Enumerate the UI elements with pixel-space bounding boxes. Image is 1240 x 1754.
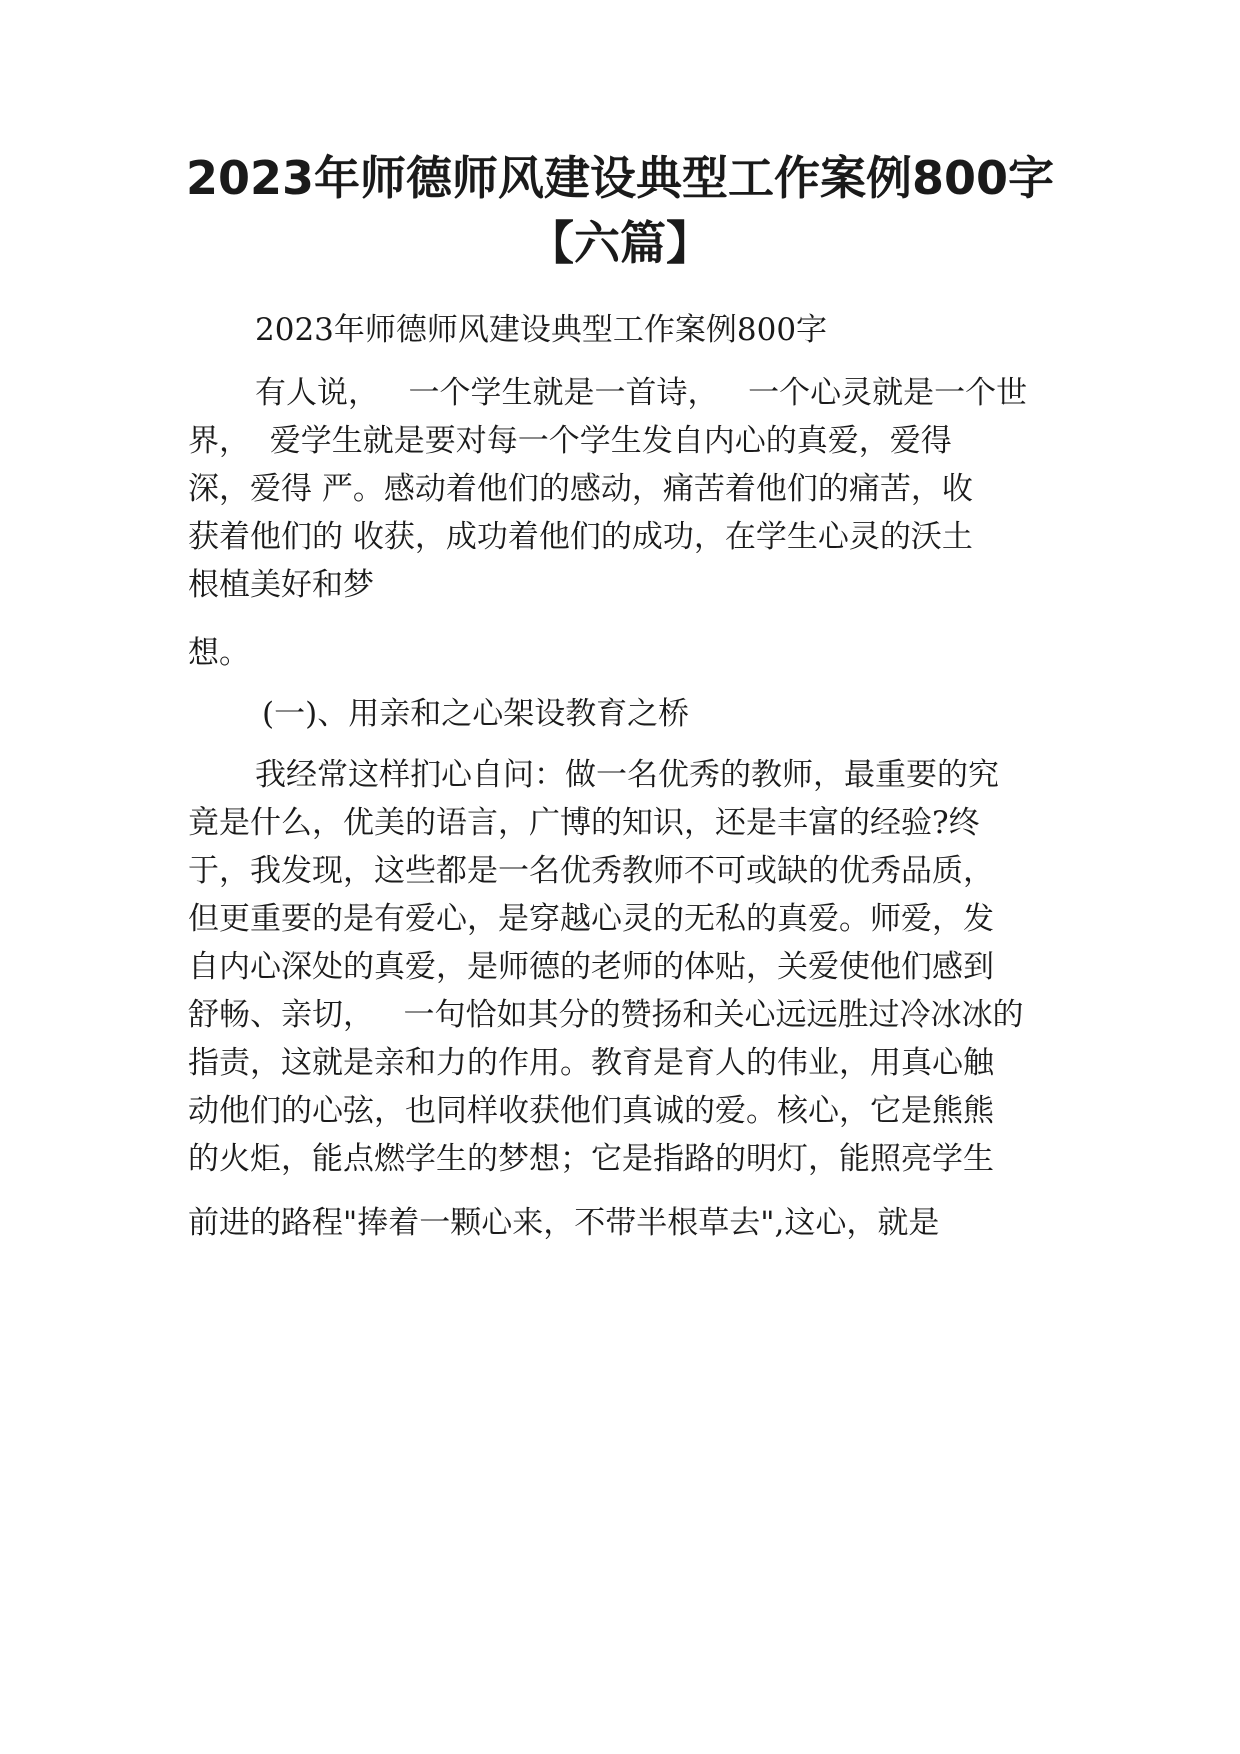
paragraph-1-line: 根植美好和梦 xyxy=(188,567,374,603)
paragraph-1-line: 获着他们的 收获，成功着他们的成功，在学生心灵的沃土 xyxy=(188,519,973,555)
paragraph-2-line: 指责，这就是亲和力的作用。教育是育人的伟业，用真心触 xyxy=(188,1045,994,1081)
paragraph-1-line: 界， 爱学生就是要对每一个学生发自内心的真爱，爱得 xyxy=(188,423,952,459)
paragraph-2-line: 前进的路程"捧着一颗心来，不带半根草去",这心，就是 xyxy=(188,1205,940,1241)
paragraph-2-line: 自内心深处的真爱，是师德的老师的体贴，关爱使他们感到 xyxy=(188,949,994,985)
paragraph-2-line: 我经常这样扪心自问：做一名优秀的教师，最重要的究 xyxy=(255,757,999,793)
paragraph-2-line: 于，我发现，这些都是一名优秀教师不可或缺的优秀品质， xyxy=(188,853,994,889)
paragraph-1-line: 深，爱得 严。感动着他们的感动，痛苦着他们的痛苦，收 xyxy=(188,471,973,507)
document-title-line-2: 【六篇】 xyxy=(528,216,712,270)
section-heading: (一)、用亲和之心架设教育之桥 xyxy=(262,696,690,732)
paragraph-1-line: 想。 xyxy=(188,635,250,671)
paragraph-2-line: 竟是什么，优美的语言，广博的知识，还是丰富的经验?终 xyxy=(188,805,980,841)
paragraph-2-line: 的火炬，能点燃学生的梦想；它是指路的明灯，能照亮学生 xyxy=(188,1141,994,1177)
subtitle: 2023年师德师风建设典型工作案例800字 xyxy=(255,312,828,348)
paragraph-2-line: 动他们的心弦，也同样收获他们真诚的爱。核心，它是熊熊 xyxy=(188,1093,994,1129)
paragraph-1-line: 有人说， 一个学生就是一首诗， 一个心灵就是一个世 xyxy=(255,375,1028,411)
paragraph-2-line: 舒畅、亲切， 一句恰如其分的赞扬和关心远远胜过冷冰冰的 xyxy=(188,997,1024,1033)
paragraph-2-line: 但更重要的是有爱心，是穿越心灵的无私的真爱。师爱，发 xyxy=(188,901,994,937)
document-title-line-1: 2023年师德师风建设典型工作案例800字 xyxy=(185,151,1055,205)
